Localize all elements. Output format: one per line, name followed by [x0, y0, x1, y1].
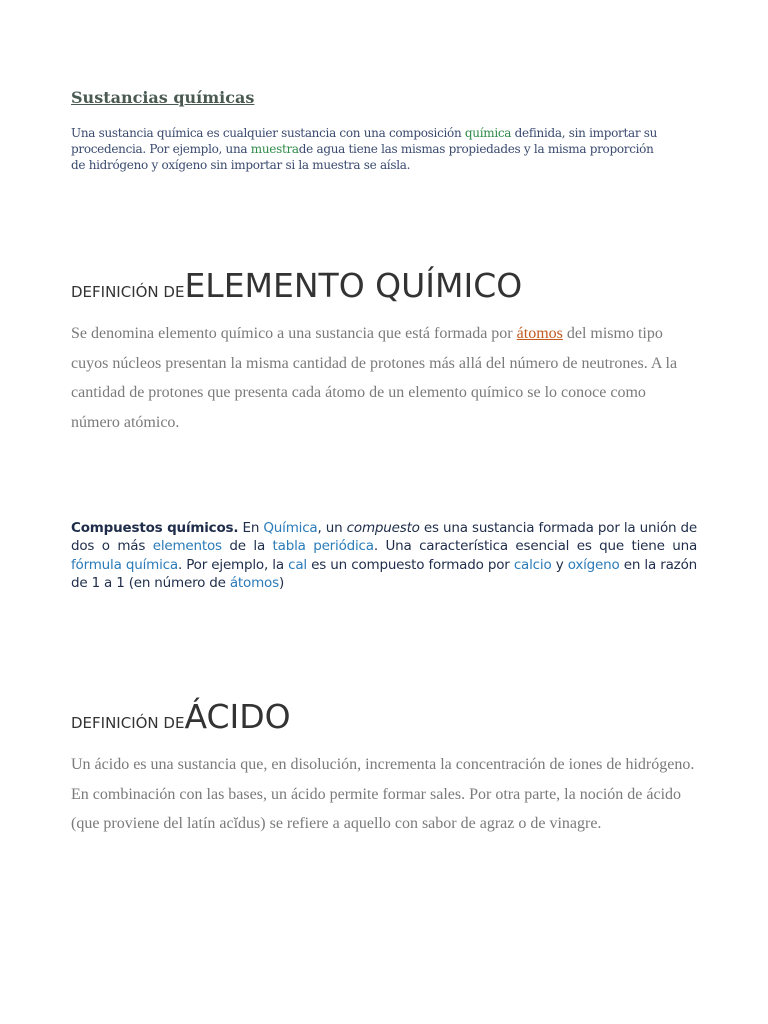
link-atomos[interactable]: átomos: [229, 574, 279, 591]
sustancias-title: Sustancias químicas: [71, 88, 255, 107]
elemento-paragraph: [71, 319, 697, 437]
text-run: del mismo tipo cuyos núcleos presentan la misma cantidad de protones más allá del número de neutrones. A la cantidad de protones que presenta cada átomo de un elemento químico se lo conoce como número atómico.: [71, 325, 678, 431]
text-run: definida, sin importar su procedencia. Por ejemplo, una: [71, 126, 658, 156]
link-calcio[interactable]: calcio: [513, 556, 552, 573]
text-run: y: [551, 556, 568, 573]
link-atomos[interactable]: átomos: [516, 325, 563, 342]
link-cal[interactable]: cal: [288, 556, 307, 573]
heading-main: ELEMENTO QUÍMICO: [184, 266, 523, 305]
text-run: de la: [221, 538, 273, 555]
italic-compuesto: compuesto: [346, 520, 420, 536]
elemento-heading: [71, 266, 697, 305]
text-run: Una sustancia química es cualquier sustancia con una composición: [71, 126, 465, 140]
compuestos-lead: Compuestos químicos.: [71, 520, 239, 536]
heading-main: ÁCIDO: [184, 697, 291, 736]
link-quimica[interactable]: química: [464, 126, 512, 140]
text-run: . Por ejemplo, la: [177, 556, 289, 573]
text-run: Se denomina elemento químico a una sustancia que está formada por: [71, 325, 517, 342]
link-elementos[interactable]: elementos: [152, 538, 222, 555]
text-run: En: [238, 520, 264, 536]
text-run: de agua tiene las mismas propiedades y la misma proporción de hidrógeno y oxígeno sin importar si la muestra se aísla.: [71, 142, 654, 172]
heading-prefix: DEFINICIÓN DE: [71, 283, 185, 301]
link-formula-quimica[interactable]: fórmula química: [71, 556, 178, 573]
text-run: . Una característica esencial es que tiene una: [373, 538, 698, 555]
acido-paragraph: Un ácido es una sustancia que, en disolución, incrementa la concentración de iones de hidrógeno. En combinación con las bases, un ácido permite formar sales. Por otra parte, la noción de ácido (que proviene del latín acĭdus) se refiere a aquello con sabor de agraz o de vinagre.: [71, 756, 695, 833]
acido-heading: [71, 697, 697, 736]
text-run: es un compuesto formado por: [306, 556, 514, 573]
text-run: , un: [317, 520, 347, 536]
compuestos-paragraph: [71, 519, 697, 592]
link-tabla-periodica[interactable]: tabla periódica: [272, 538, 374, 555]
heading-prefix: DEFINICIÓN DE: [71, 714, 185, 732]
link-oxigeno[interactable]: oxígeno: [567, 556, 620, 573]
text-run: en la razón de 1 a 1 (en número de: [71, 556, 697, 591]
link-quimica[interactable]: Química: [263, 520, 318, 536]
sustancias-paragraph: [71, 125, 671, 173]
text-run: es una sustancia formada por la unión de dos o más: [71, 520, 698, 555]
text-run: ): [278, 574, 285, 591]
link-muestra[interactable]: muestra: [250, 142, 299, 156]
